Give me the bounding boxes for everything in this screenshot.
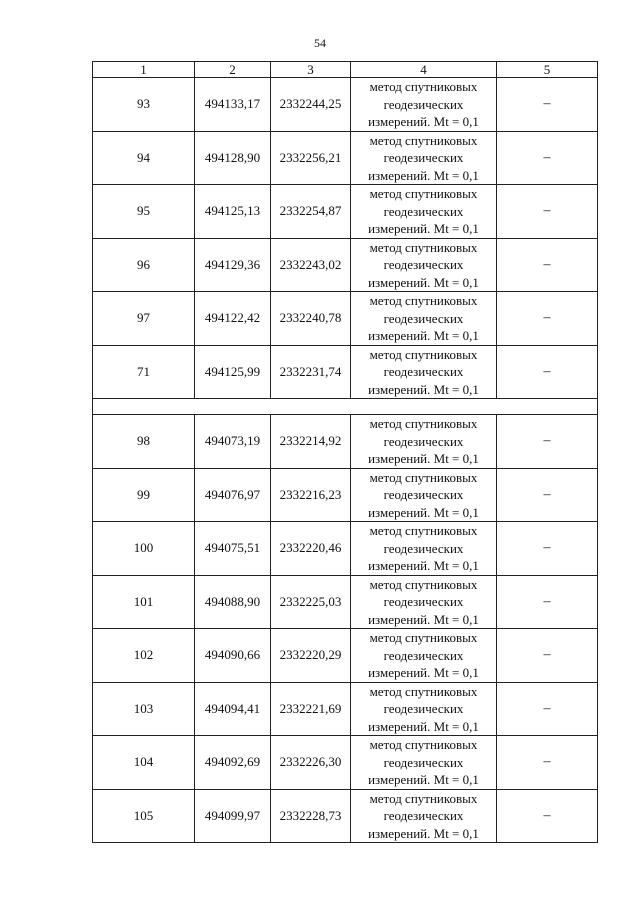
note-cell: – xyxy=(497,238,598,292)
x-coordinate-cell: 494125,99 xyxy=(195,345,271,399)
y-coordinate-cell: 2332256,21 xyxy=(271,131,351,185)
point-number-cell: 101 xyxy=(93,575,195,629)
point-number-cell: 100 xyxy=(93,522,195,576)
note-cell: – xyxy=(497,682,598,736)
note-cell: – xyxy=(497,345,598,399)
y-coordinate-cell: 2332231,74 xyxy=(271,345,351,399)
point-number-cell: 99 xyxy=(93,468,195,522)
point-number-cell: 97 xyxy=(93,292,195,346)
method-cell: метод спутниковых геодезических измерений. Mt = 0,1 xyxy=(351,78,497,132)
column-header: 3 xyxy=(271,62,351,78)
x-coordinate-cell: 494073,19 xyxy=(195,415,271,469)
y-coordinate-cell: 2332226,30 xyxy=(271,736,351,790)
y-coordinate-cell: 2332214,92 xyxy=(271,415,351,469)
note-cell: – xyxy=(497,292,598,346)
method-cell: метод спутниковых геодезических измерений. Mt = 0,1 xyxy=(351,415,497,469)
x-coordinate-cell: 494094,41 xyxy=(195,682,271,736)
table-row xyxy=(93,345,598,399)
x-coordinate-cell: 494122,42 xyxy=(195,292,271,346)
point-number-cell: 103 xyxy=(93,682,195,736)
table-row xyxy=(93,131,598,185)
y-coordinate-cell: 2332243,02 xyxy=(271,238,351,292)
x-coordinate-cell: 494090,66 xyxy=(195,629,271,683)
y-coordinate-cell: 2332254,87 xyxy=(271,185,351,239)
point-number-cell: 94 xyxy=(93,131,195,185)
note-cell: – xyxy=(497,78,598,132)
method-cell: метод спутниковых геодезических измерений. Mt = 0,1 xyxy=(351,238,497,292)
note-cell: – xyxy=(497,522,598,576)
method-cell: метод спутниковых геодезических измерений. Mt = 0,1 xyxy=(351,682,497,736)
separator-row xyxy=(93,399,598,415)
table-row xyxy=(93,415,598,469)
x-coordinate-cell: 494092,69 xyxy=(195,736,271,790)
note-cell: – xyxy=(497,575,598,629)
table-row xyxy=(93,629,598,683)
method-cell: метод спутниковых геодезических измерений. Mt = 0,1 xyxy=(351,185,497,239)
separator-cell xyxy=(93,399,598,415)
x-coordinate-cell: 494129,36 xyxy=(195,238,271,292)
point-number-cell: 98 xyxy=(93,415,195,469)
point-number-cell: 104 xyxy=(93,736,195,790)
point-number-cell: 102 xyxy=(93,629,195,683)
table-row xyxy=(93,185,598,239)
x-coordinate-cell: 494128,90 xyxy=(195,131,271,185)
note-cell: – xyxy=(497,415,598,469)
table-row xyxy=(93,238,598,292)
table-row xyxy=(93,292,598,346)
coordinates-table xyxy=(92,61,598,843)
y-coordinate-cell: 2332216,23 xyxy=(271,468,351,522)
y-coordinate-cell: 2332244,25 xyxy=(271,78,351,132)
note-cell: – xyxy=(497,629,598,683)
page-number: 54 xyxy=(314,36,326,50)
x-coordinate-cell: 494133,17 xyxy=(195,78,271,132)
point-number-cell: 96 xyxy=(93,238,195,292)
note-cell: – xyxy=(497,736,598,790)
note-cell: – xyxy=(497,131,598,185)
x-coordinate-cell: 494076,97 xyxy=(195,468,271,522)
x-coordinate-cell: 494125,13 xyxy=(195,185,271,239)
column-header: 1 xyxy=(93,62,195,78)
column-header: 2 xyxy=(195,62,271,78)
table-row xyxy=(93,789,598,843)
method-cell: метод спутниковых геодезических измерений. Mt = 0,1 xyxy=(351,345,497,399)
table-row xyxy=(93,575,598,629)
note-cell: – xyxy=(497,185,598,239)
column-header: 4 xyxy=(351,62,497,78)
method-cell: метод спутниковых геодезических измерений. Mt = 0,1 xyxy=(351,789,497,843)
point-number-cell: 95 xyxy=(93,185,195,239)
y-coordinate-cell: 2332240,78 xyxy=(271,292,351,346)
column-header: 5 xyxy=(497,62,598,78)
method-cell: метод спутниковых геодезических измерений. Mt = 0,1 xyxy=(351,629,497,683)
y-coordinate-cell: 2332225,03 xyxy=(271,575,351,629)
table-row xyxy=(93,78,598,132)
method-cell: метод спутниковых геодезических измерений. Mt = 0,1 xyxy=(351,131,497,185)
table-row xyxy=(93,682,598,736)
y-coordinate-cell: 2332220,46 xyxy=(271,522,351,576)
point-number-cell: 105 xyxy=(93,789,195,843)
y-coordinate-cell: 2332221,69 xyxy=(271,682,351,736)
table-row xyxy=(93,468,598,522)
method-cell: метод спутниковых геодезических измерений. Mt = 0,1 xyxy=(351,575,497,629)
method-cell: метод спутниковых геодезических измерений. Mt = 0,1 xyxy=(351,736,497,790)
x-coordinate-cell: 494088,90 xyxy=(195,575,271,629)
table-row xyxy=(93,736,598,790)
x-coordinate-cell: 494075,51 xyxy=(195,522,271,576)
x-coordinate-cell: 494099,97 xyxy=(195,789,271,843)
point-number-cell: 71 xyxy=(93,345,195,399)
method-cell: метод спутниковых геодезических измерений. Mt = 0,1 xyxy=(351,468,497,522)
point-number-cell: 93 xyxy=(93,78,195,132)
note-cell: – xyxy=(497,468,598,522)
note-cell: – xyxy=(497,789,598,843)
y-coordinate-cell: 2332220,29 xyxy=(271,629,351,683)
table-row xyxy=(93,522,598,576)
table-header-row xyxy=(93,62,598,78)
y-coordinate-cell: 2332228,73 xyxy=(271,789,351,843)
method-cell: метод спутниковых геодезических измерений. Mt = 0,1 xyxy=(351,522,497,576)
method-cell: метод спутниковых геодезических измерений. Mt = 0,1 xyxy=(351,292,497,346)
